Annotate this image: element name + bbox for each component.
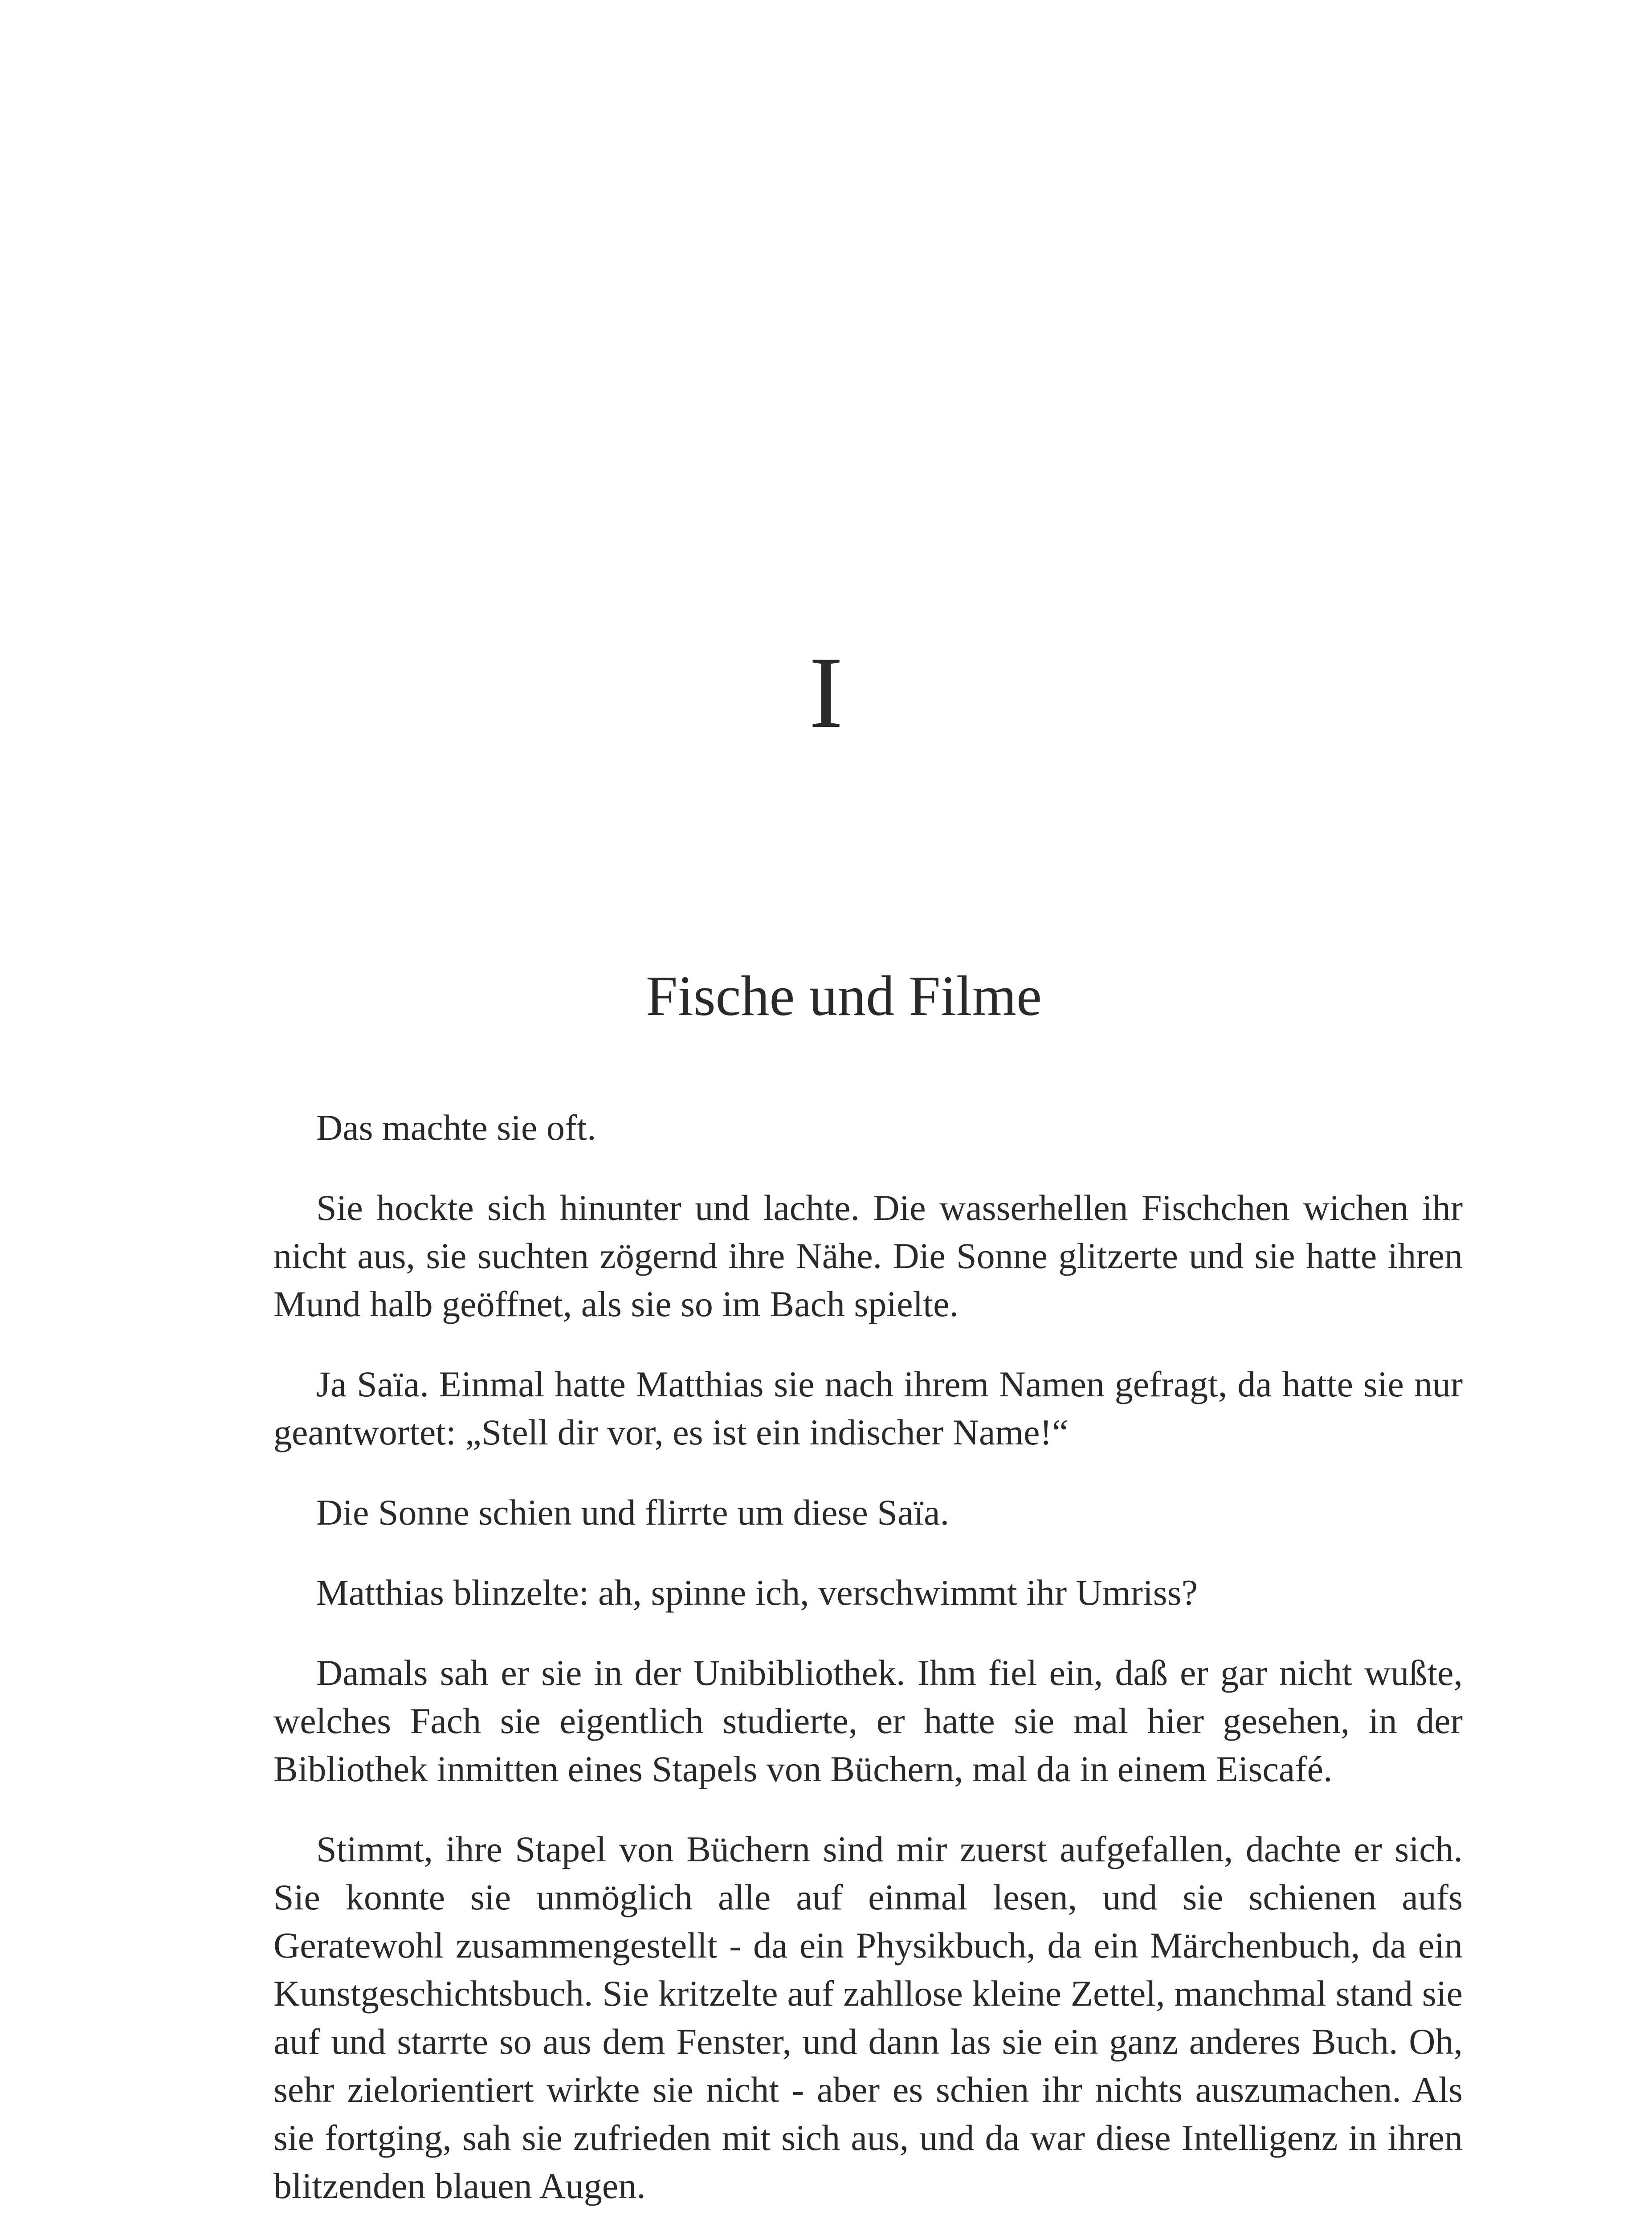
paragraph: Die Sonne schien und flirrte um diese Saïa. — [316, 1492, 949, 1533]
chapter-number: I — [809, 636, 843, 749]
paragraph: Matthias blinzelte: ah, spinne ich, verschwimmt ihr Umriss? — [316, 1572, 1198, 1613]
paragraph: Das machte sie oft. — [316, 1107, 596, 1148]
paragraph: Sie hockte sich hinunter und lachte. Die wasserhellen Fischchen wichen ihr nicht aus, sie suchten zögernd ihre Nähe. Die Sonne glitzerte und sie hatte ihren Mund halb geöffnet, als sie so im Bach spielte. — [273, 1187, 1463, 1324]
chapter-body — [273, 1104, 1463, 2227]
paragraph: Stimmt, ihre Stapel von Büchern sind mir zuerst aufgefallen, dachte er sich. Sie konnte sie unmöglich alle auf einmal lesen, und sie schienen aufs Geratewohl zusammengestellt - da ein Physikbuch, da ein Märchenbuch, da ein Kunstgeschichtsbuch. Sie kritzelte auf zahllose kleine Zettel, manchmal stand sie auf und starrte so aus dem Fenster, und dann las sie ein ganz anderes Buch. Oh, sehr zielorientiert wirkte sie nicht - aber es schien ihr nichts auszumachen. Als sie fortging, sah sie zufrieden mit sich aus, und da war diese Intelligenz in ihren blitzenden blauen Augen. — [273, 1829, 1463, 2206]
paragraph: Ja Saïa. Einmal hatte Matthias sie nach ihrem Namen gefragt, da hatte sie nur geantwortet: „Stell dir vor, es ist ein indischer Name!“ — [273, 1364, 1463, 1452]
chapter-title: Fische und Filme — [646, 964, 1042, 1028]
paragraph: Damals sah er sie in der Unibibliothek. Ihm fiel ein, daß er gar nicht wußte, welches Fach sie eigentlich studierte, er hatte sie mal hier gesehen, in der Bibliothek inmitten eines Stapels von Büchern, mal da in einem Eiscafé. — [273, 1652, 1463, 1789]
